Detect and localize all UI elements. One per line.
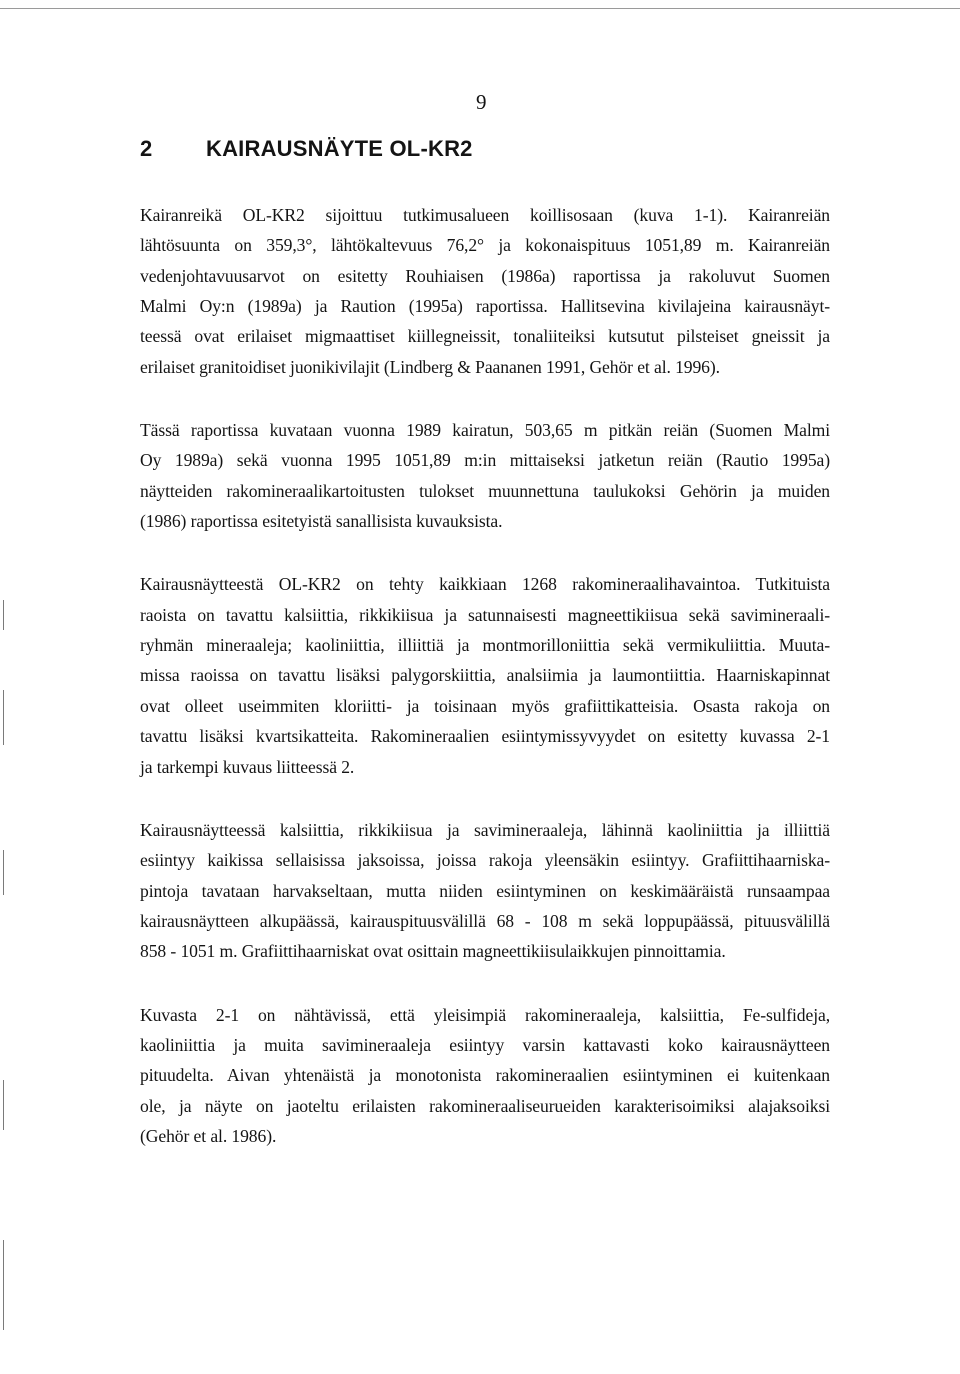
paragraph — [140, 1000, 830, 1152]
text-line: 858 - 1051 m. Grafiittihaarniskat ovat osittain magneettikiisulaikkujen pinnoittamia. — [140, 941, 726, 962]
page-number: 9 — [476, 90, 487, 114]
text-line: tavattu lisäksi kvartsikatteita. Rakomineraalien esiintymissyvyydet on esitetty kuvassa 2-1 — [140, 726, 830, 747]
text-line: missa raoissa on tavattu lisäksi palygorskiittia, analsiimia ja laumontiittia. Haarniskapinnat — [140, 665, 830, 686]
section-number: 2 — [140, 136, 153, 161]
text-line: kaoliniittia ja muita savimineraaleja esiintyy varsin kattavasti koko kairausnäytteen — [140, 1034, 830, 1055]
text-line: Malmi Oy:n (1989a) ja Raution (1995a) raportissa. Hallitsevina kivilajeina kairausnäyt- — [140, 296, 830, 317]
paragraph — [140, 815, 830, 967]
section-title: KAIRAUSNÄYTE OL-KR2 — [206, 136, 473, 161]
text-line: teessä ovat erilaiset migmaattiset kiillegneissit, tonaliiteiksi kutsutut pilsteiset gneissit ja — [140, 326, 830, 347]
text-line: (Gehör et al. 1986). — [140, 1125, 277, 1146]
text-line: lähtösuunta on 359,3°, lähtökaltevuus 76,2° ja kokonaispituus 1051,89 m. Kairanreiän — [140, 235, 830, 256]
text-line: esiintyy kaikissa sellaisissa jaksoissa, joissa rakoja yleensäkin esiintyy. Grafiittihaarniska- — [140, 850, 830, 871]
text-line: Kairausnäytteestä OL-KR2 on tehty kaikkiaan 1268 rakomineraalihavaintoa. Tutkituista — [140, 574, 830, 595]
body-text — [140, 200, 830, 1184]
text-line: Kairausnäytteessä kalsiittia, rikkikiisua ja savimineraaleja, lähinnä kaoliniittia ja illiittiä — [140, 819, 830, 840]
scan-margin-mark — [3, 850, 4, 895]
text-line: erilaiset granitoidiset juonikivilajit (Lindberg & Paananen 1991, Gehör et al. 1996). — [140, 356, 720, 377]
scan-top-rule — [0, 8, 960, 9]
text-line: Kuvasta 2-1 on nähtävissä, että yleisimpiä rakomineraaleja, kalsiittia, Fe-sulfideja, — [140, 1004, 830, 1025]
text-line: Oy 1989a) sekä vuonna 1995 1051,89 m:in mittaiseksi jatketun reiän (Rautio 1995a) — [140, 450, 830, 471]
text-line: Tässä raportissa kuvataan vuonna 1989 kairatun, 503,65 m pitkän reiän (Suomen Malmi — [140, 420, 830, 441]
text-line: kairausnäytteen alkupäässä, kairauspituusvälillä 68 - 108 m sekä loppupäässä, pituusvälillä — [140, 910, 830, 931]
paragraph — [140, 569, 830, 781]
text-line: ovat olleet useimmiten kloriitti- ja toisinaan myös grafiittikatteisia. Osasta rakoja on — [140, 695, 830, 716]
text-line: Kairanreikä OL-KR2 sijoittuu tutkimusalueen koillisosaan (kuva 1-1). Kairanreiän — [140, 205, 830, 225]
text-line: ole, ja näyte on jaoteltu erilaisten rakomineraaliseurueiden karakterisoimiksi alajaksoiksi — [140, 1095, 830, 1116]
paragraph — [140, 200, 830, 382]
text-line: (1986) raportissa esitetyistä sanallisista kuvauksista. — [140, 511, 503, 532]
text-line: pituudelta. Aivan yhtenäistä ja monotonista rakomineraalien esiintyminen ei kuitenkaan — [140, 1065, 830, 1086]
text-line: ryhmän mineraaleja; kaoliniittia, illiittiä ja montmorilloniittia sekä vermikuliittia. Muuta- — [140, 635, 830, 656]
scan-margin-mark — [3, 600, 4, 630]
scan-margin-mark — [3, 1240, 4, 1330]
section-heading — [140, 135, 473, 163]
text-line: näytteiden rakomineraalikartoitusten tulokset muunnettuna taulukoksi Gehörin ja muiden — [140, 480, 830, 501]
paragraph — [140, 415, 830, 536]
text-line: raoista on tavattu kalsiittia, rikkikiisua ja satunnaisesti magneettikiisua sekä savimineraali- — [140, 604, 830, 625]
text-line: vedenjohtavuusarvot on esitetty Rouhiaisen (1986a) raportissa ja rakoluvut Suomen — [140, 265, 830, 286]
text-line: ja tarkempi kuvaus liitteessä 2. — [140, 756, 355, 777]
scan-margin-mark — [3, 690, 4, 745]
text-line: pintoja tavataan harvakseltaan, mutta niiden esiintyminen on keskimääräistä runsaampaa — [140, 880, 830, 901]
scan-margin-mark — [3, 1080, 4, 1130]
